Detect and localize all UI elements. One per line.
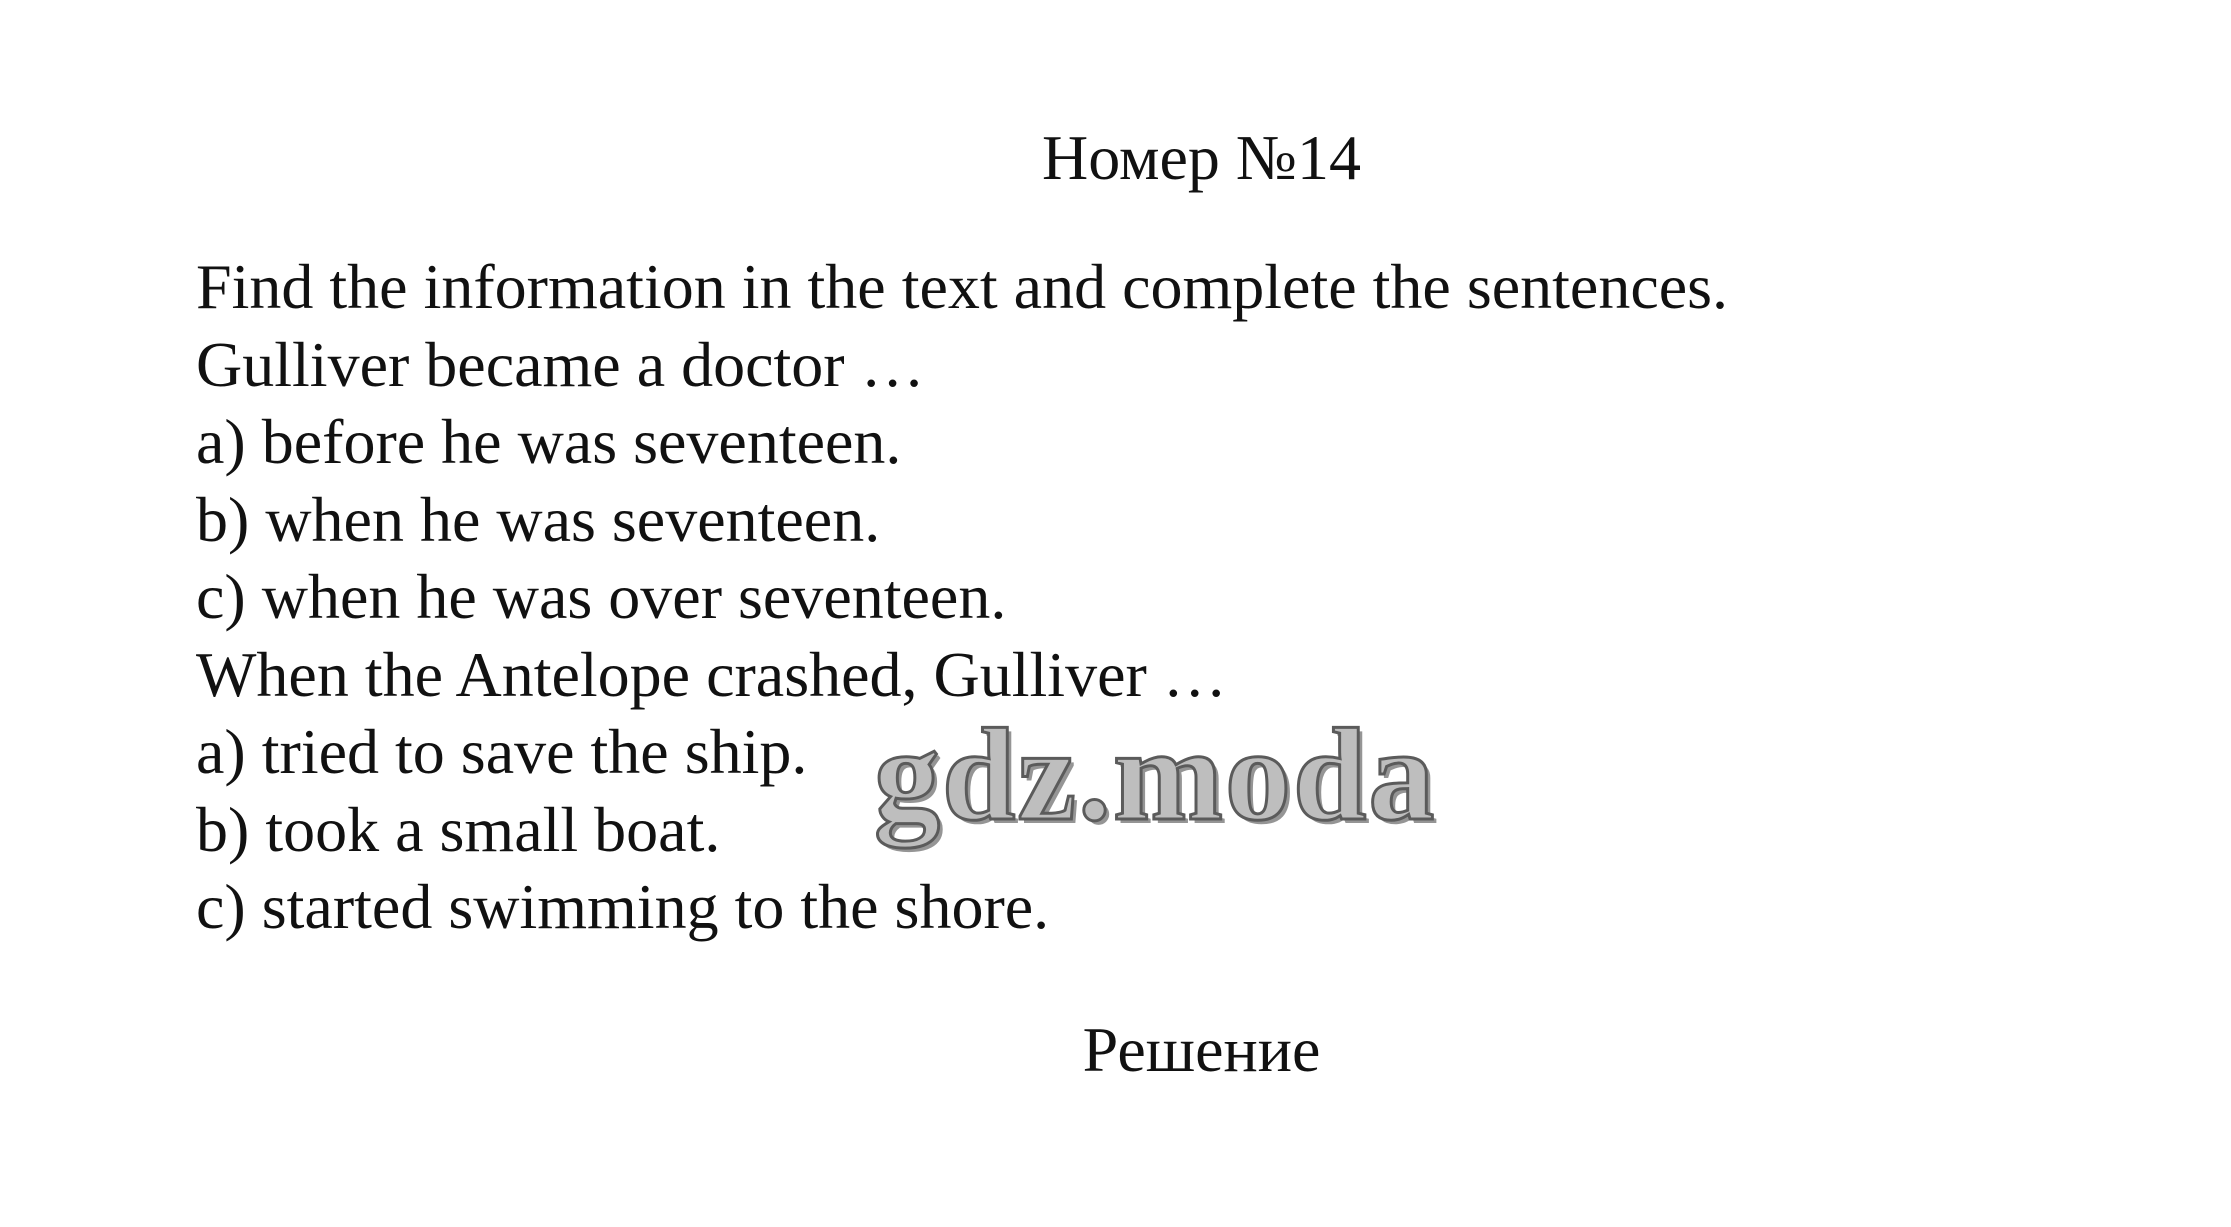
page-title: Номер №14 bbox=[1042, 122, 1361, 193]
instruction-text: Find the information in the text and complete the sentences. bbox=[196, 251, 1729, 322]
answer-option: c) started swimming to the shore. bbox=[196, 871, 1050, 942]
answer-option: b) took a small boat. bbox=[196, 793, 721, 865]
answer-option: a) tried to save the ship. bbox=[196, 716, 808, 787]
watermark-logo: gdz.moda bbox=[874, 701, 1437, 848]
answer-option: c) when he was over seventeen. bbox=[196, 561, 1007, 632]
answer-option: a) before he was seventeen. bbox=[196, 406, 902, 477]
question-stem: When the Antelope crashed, Gulliver … bbox=[196, 638, 1227, 710]
answer-option: b) when he was seventeen. bbox=[196, 483, 881, 555]
solution-heading: Решение bbox=[1082, 1014, 1321, 1085]
question-stem: Gulliver became a doctor … bbox=[196, 328, 925, 400]
